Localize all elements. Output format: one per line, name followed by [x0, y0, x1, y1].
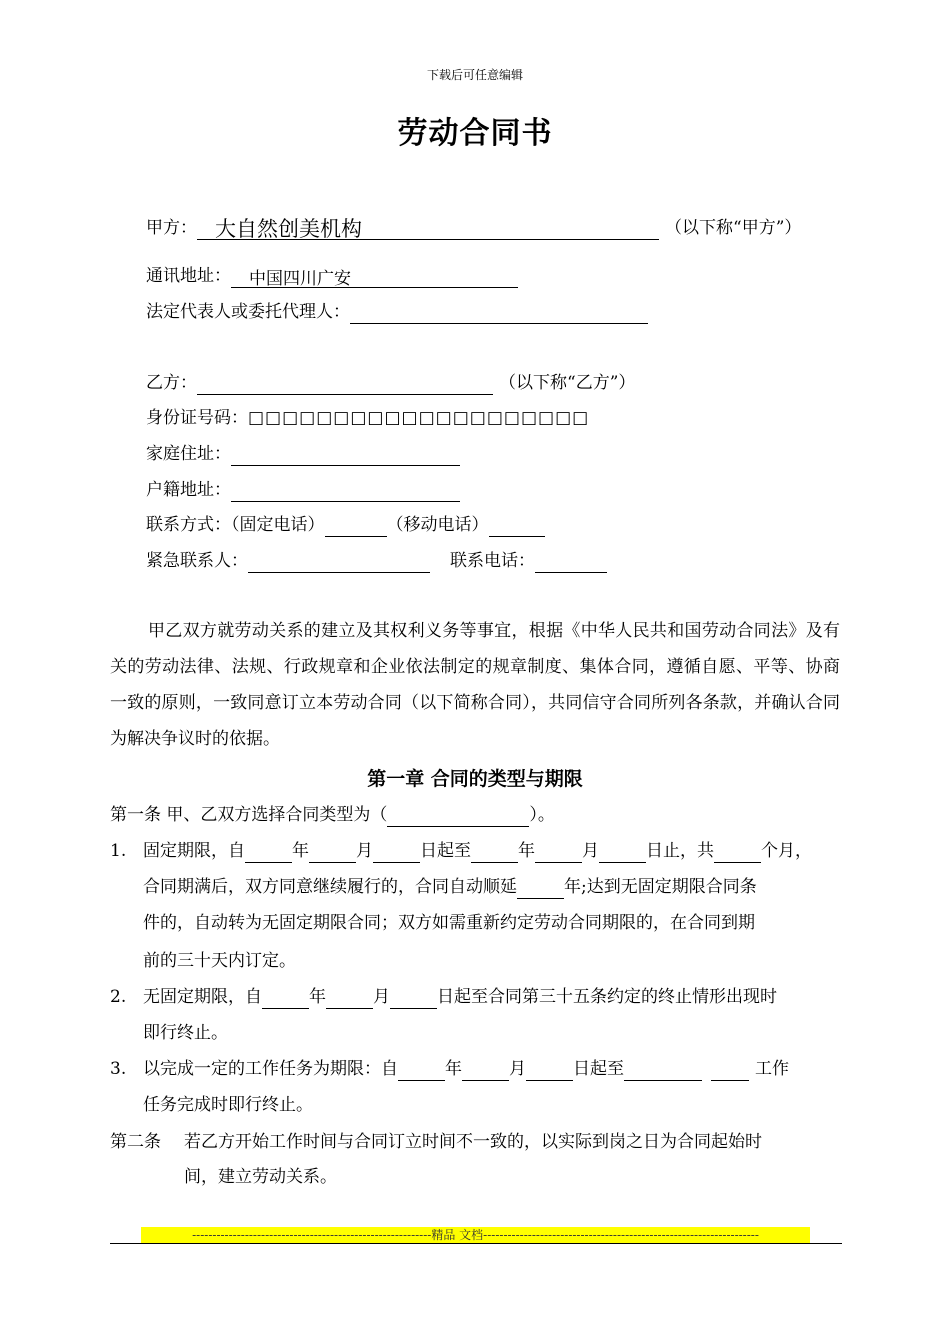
header-note: 下载后可任意编辑 [426, 68, 523, 82]
item-1-line-4: 前的三十天内订定。 [143, 951, 296, 971]
article-2-line-1: 若乙方开始工作时间与合同订立时间不一致的，以实际到岗之日为合同起始时 [184, 1132, 762, 1152]
blank-field [398, 1060, 445, 1081]
item-3-text: 年 [445, 1059, 462, 1079]
item-1-text: 月 [582, 841, 599, 861]
party-b-home-line [146, 442, 460, 466]
party-a-name: 大自然创美机构 [215, 217, 362, 241]
blank-field [624, 1060, 702, 1081]
item-1-text: 月 [356, 841, 373, 861]
party-b-label: 乙方： [146, 373, 197, 393]
item-2-line-2: 即行终止。 [143, 1023, 228, 1043]
footer-dashes-right: -------------------------------------------------------------------- [483, 1228, 759, 1242]
blank-field [462, 1060, 509, 1081]
blank-field [309, 842, 356, 863]
item-2-text: 无固定期限，自 [143, 987, 262, 1007]
blank-field [326, 988, 373, 1009]
party-b-line [146, 371, 635, 395]
item-1-line-2 [143, 875, 757, 899]
item-1-line-1 [143, 839, 812, 863]
blank-field [245, 842, 292, 863]
item-1-text: 固定期限，自 [143, 841, 245, 861]
party-b-home-field [231, 445, 460, 466]
party-a-address-field [231, 267, 518, 288]
contract-type-field [387, 806, 529, 827]
party-b-emergency-phone-field [535, 552, 607, 573]
item-3-text: 月 [509, 1059, 526, 1079]
item-1-text: 年 [518, 841, 535, 861]
party-a-address: 中国四川广安 [249, 269, 351, 289]
party-b-id-boxes: □□□□□□□□□□□□□□□□□□□□ [248, 408, 590, 428]
blank-field [714, 842, 761, 863]
article-1-prefix: 第一条 甲、乙双方选择合同类型为（ [110, 805, 388, 825]
article-2-prefix: 第二条 [110, 1132, 161, 1152]
footer-label: 精品 文档 [431, 1228, 484, 1242]
party-b-landline-field [325, 516, 387, 537]
party-a-address-label: 通讯地址： [146, 266, 231, 286]
party-b-emergency-line [146, 549, 607, 573]
party-b-hukou-field [231, 481, 460, 502]
party-b-contact-line [146, 513, 545, 537]
item-1-text: 个月， [761, 841, 812, 861]
blank-field [711, 1060, 749, 1081]
item-2-text: 年 [309, 987, 326, 1007]
blank-field [390, 988, 437, 1009]
party-a-rep-field [350, 303, 648, 324]
party-a-rep-line [146, 300, 648, 324]
blank-field [517, 878, 564, 899]
item-1-number: 1. [110, 841, 127, 861]
party-b-name-field [197, 374, 493, 395]
preamble-paragraph: 甲乙双方就劳动关系的建立及其权利义务等事宜，根据《中华人民共和国劳动合同法》及有关的劳动法律、法规、行政规章和企业依法制定的规章制度、集体合同，遵循自愿、平等、协商一致的原则，一致同意订立本劳动合同（以下简称合同），共同信守合同所列各条款，并确认合同为解决争议时的依据。 [110, 621, 840, 749]
item-3-text: 日起至 [573, 1059, 624, 1079]
blank-field [262, 988, 309, 1009]
blank-field [373, 842, 420, 863]
item-1-text: 合同期满后，双方同意继续履行的，合同自动顺延 [143, 877, 517, 897]
item-1-line-3: 件的，自动转为无固定期限合同；双方如需重新约定劳动合同期限的，在合同到期 [143, 913, 755, 933]
blank-field [471, 842, 518, 863]
document-title: 劳动合同书 [397, 116, 553, 151]
item-3-number: 3. [110, 1059, 127, 1079]
footer-highlight [141, 1227, 810, 1243]
party-b-contact-label: 联系方式：（固定电话） [146, 515, 325, 535]
item-1-text: 年;达到无固定期限合同条 [564, 877, 757, 897]
blank-field [599, 842, 646, 863]
party-b-mobile-field [489, 516, 545, 537]
party-b-suffix: （以下称“乙方”） [499, 373, 636, 393]
blank-field [526, 1060, 573, 1081]
item-1-text: 年 [292, 841, 309, 861]
party-a-line [146, 216, 801, 240]
item-2-line-1 [143, 985, 777, 1009]
party-b-id-line [146, 406, 589, 430]
item-1-text: 日止，共 [646, 841, 714, 861]
footer-rule [110, 1243, 842, 1244]
party-b-id-label: 身份证号码： [146, 408, 248, 428]
party-b-mobile-label: （移动电话） [386, 515, 489, 535]
item-3-text: 以完成一定的工作任务为期限：自 [143, 1059, 398, 1079]
party-a-address-line [146, 264, 518, 288]
article-2-line-2: 间，建立劳动关系。 [184, 1167, 337, 1187]
article-1-suffix: ）。 [529, 805, 555, 825]
party-b-emergency-label: 紧急联系人： [146, 551, 248, 571]
party-a-name-field [197, 217, 659, 240]
item-1-text: 日起至 [420, 841, 471, 861]
item-2-text: 月 [373, 987, 390, 1007]
party-a-suffix: （以下称“甲方”） [665, 218, 802, 238]
party-b-hukou-line [146, 478, 460, 502]
party-b-home-label: 家庭住址： [146, 444, 231, 464]
item-3-line-1 [143, 1057, 789, 1081]
item-2-number: 2. [110, 987, 127, 1007]
party-a-rep-label: 法定代表人或委托代理人： [146, 302, 350, 322]
party-b-emergency-phone-label: 联系电话： [450, 551, 535, 571]
party-a-label: 甲方： [146, 218, 197, 238]
item-3-line-2: 任务完成时即行终止。 [143, 1095, 313, 1115]
chapter-1-heading: 第一章 合同的类型与期限 [367, 768, 583, 790]
blank-field [535, 842, 582, 863]
party-b-emergency-field [248, 552, 430, 573]
item-2-text: 日起至合同第三十五条约定的终止情形出现时 [437, 987, 777, 1007]
article-1 [110, 803, 555, 827]
party-b-hukou-label: 户籍地址： [146, 480, 231, 500]
item-3-text: 工作 [755, 1059, 789, 1079]
footer-dashes-left: ----------------------------------------------------------- [192, 1228, 432, 1242]
